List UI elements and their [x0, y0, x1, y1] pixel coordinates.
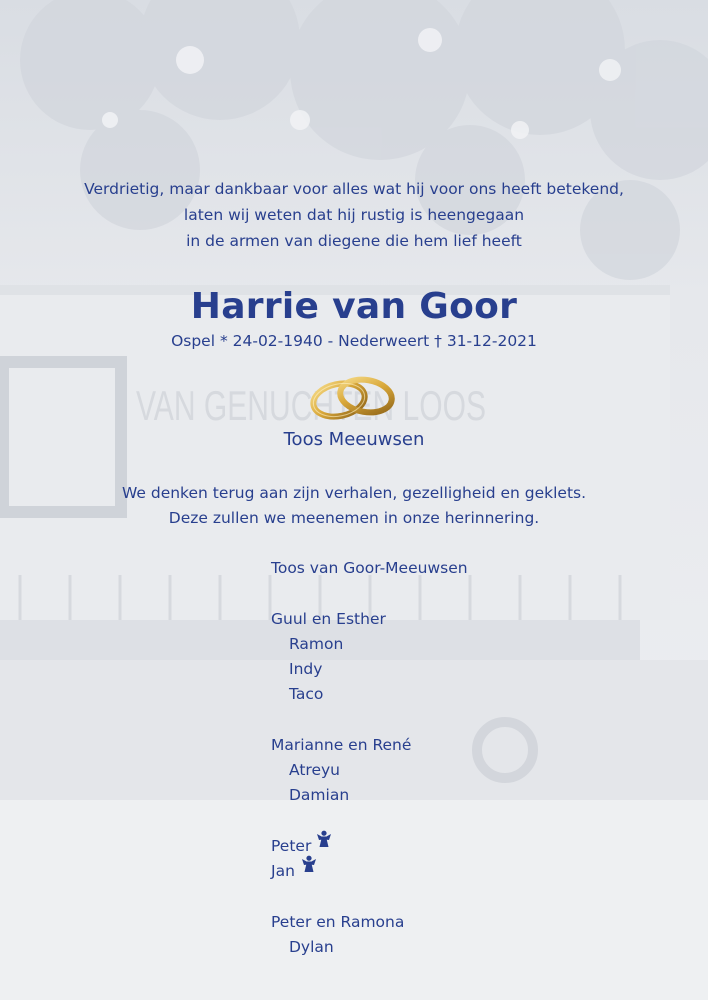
grandchild: Dylan — [289, 938, 334, 956]
family-member-deceased: Jan — [271, 862, 295, 880]
intro-line-1: Verdrietig, maar dankbaar voor alles wat hij voor ons heeft betekend, — [84, 180, 624, 198]
grandchild: Indy — [289, 660, 323, 678]
message-line-1: We denken terug aan zijn verhalen, gezelligheid en geklets. — [121, 484, 587, 502]
grandchild: Atreyu — [289, 761, 340, 779]
grandchild: Ramon — [289, 635, 344, 653]
grandchild: Damian — [289, 786, 350, 804]
wedding-rings-icon — [306, 372, 400, 422]
family-member: Toos van Goor-Meeuwsen — [271, 559, 468, 577]
deceased-name: Harrie van Goor — [190, 286, 518, 327]
family-member: Guul en Esther — [271, 610, 386, 628]
family-member: Peter en Ramona — [271, 913, 405, 931]
life-dates: Ospel * 24-02-1940 - Nederweert † 31-12-2021 — [171, 332, 537, 350]
family-member: Marianne en René — [271, 736, 412, 754]
partner-name: Toos Meeuwsen — [283, 429, 425, 450]
family-member-deceased: Peter — [271, 837, 312, 855]
angel-icon — [301, 855, 317, 873]
intro-line-2: laten wij weten dat hij rustig is heengegaan — [183, 206, 525, 224]
trailer-sign-text: VAN GENUCHTEN LOOS — [136, 382, 486, 429]
intro-line-3: in de armen van diegene die hem lief heeft — [186, 232, 522, 250]
angel-icon — [316, 830, 332, 848]
message-line-2: Deze zullen we meenemen in onze herinnering. — [168, 509, 540, 527]
grandchild: Taco — [289, 685, 324, 703]
